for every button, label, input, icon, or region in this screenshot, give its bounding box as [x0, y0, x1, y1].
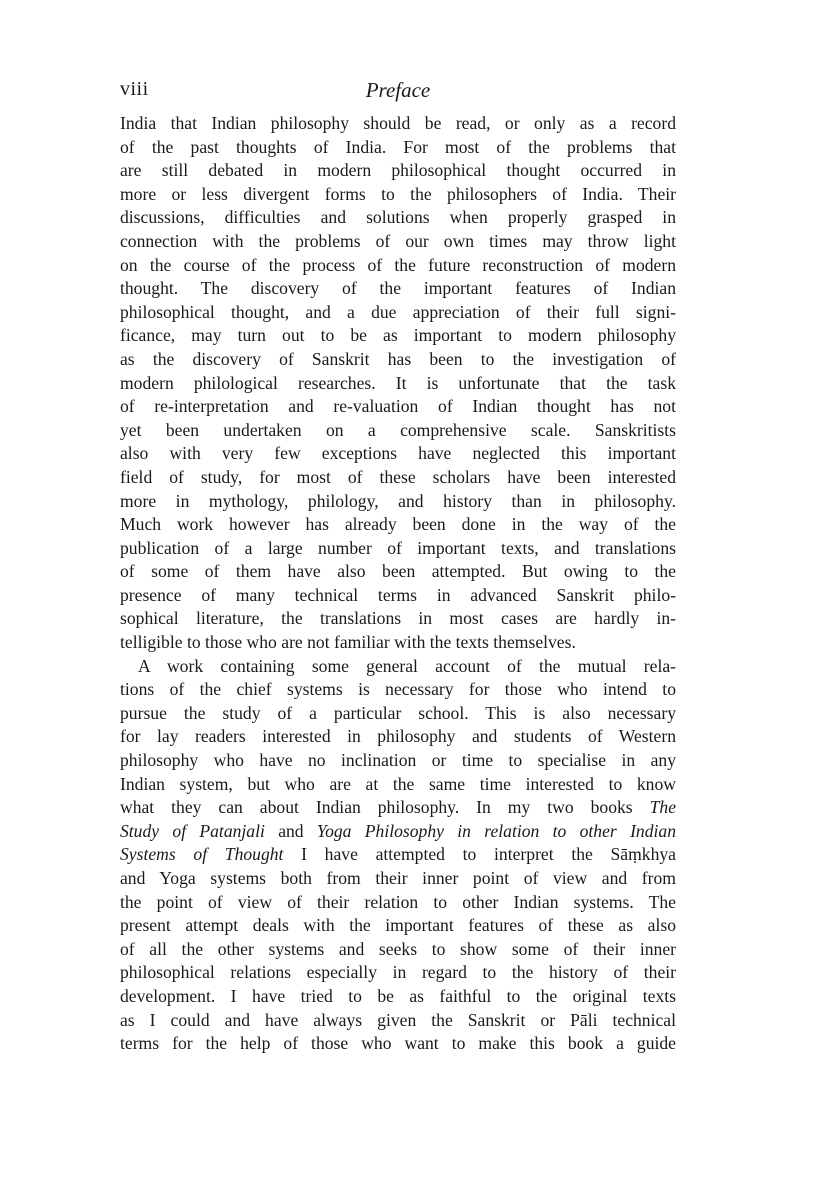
text-line-with-title [120, 796, 676, 820]
text-line: of some of them have also been attempted. But owing to the [120, 561, 676, 582]
text-line: presence of many technical terms in advanced Sanskrit philo- [120, 584, 676, 605]
book-title: Yoga Philosophy in relation to other Indian [316, 820, 677, 841]
page-number: viii [120, 78, 149, 100]
text-line: present attempt deals with the important features of these as also [120, 915, 676, 936]
text-line: publication of a large number of important texts, and translations [120, 537, 676, 558]
paragraph-1 [120, 112, 676, 655]
document-page [120, 78, 676, 1056]
text-line: tions of the chief systems is necessary for those who intend to [120, 679, 676, 700]
text-line: philosophical thought, and a due appreciation of their full signi- [120, 301, 676, 322]
text-line: discussions, difficulties and solutions when properly grasped in [120, 207, 676, 228]
text-line: philosophical relations especially in regard to the history of their [120, 962, 676, 983]
running-title: Preface [365, 78, 431, 102]
text-line: Much work however has already been done in the way of the [120, 514, 676, 535]
text-line: for lay readers interested in philosophy and students of Western [120, 726, 676, 747]
text-line: of all the other systems and seeks to show some of their inner [120, 938, 676, 959]
line-text: I have attempted to interpret the Sāṃkhya [283, 844, 676, 865]
running-head [120, 78, 676, 106]
paragraph-2 [120, 655, 676, 1056]
text-line: more in mythology, philology, and history than in philosophy. [120, 490, 676, 511]
text-line: the point of view of their relation to other Indian systems. The [120, 891, 676, 912]
text-line: field of study, for most of these scholars have been interested [120, 466, 676, 487]
text-line: India that Indian philosophy should be read, or only as a record [120, 113, 676, 133]
line-text: what they can about Indian philosophy. In my two books [120, 797, 650, 818]
text-line-with-title [120, 820, 676, 844]
text-line-with-title [120, 843, 676, 867]
book-title-fragment: The [649, 797, 676, 818]
text-line: thought. The discovery of the important features of Indian [120, 278, 676, 299]
text-line: of re-interpretation and re-valuation of Indian thought has not [120, 396, 676, 417]
text-line: and Yoga systems both from their inner point of view and from [120, 868, 676, 888]
text-line: more or less divergent forms to the philosophers of India. Their [120, 183, 676, 204]
text-line: Indian system, but who are at the same time interested to know [120, 773, 676, 794]
book-title-fragment: Systems of Thought [120, 844, 284, 865]
text-line: pursue the study of a particular school. This is also necessary [120, 702, 676, 723]
text-line: A work containing some general account of the mutual rela- [138, 655, 676, 676]
text-line: terms for the help of those who want to make this book a guide [120, 1033, 676, 1054]
text-line: are still debated in modern philosophical thought occurred in [120, 160, 676, 181]
text-line: modern philological researches. It is unfortunate that the task [120, 372, 676, 393]
text-line: philosophy who have no inclination or time to specialise in any [120, 750, 676, 771]
text-line: also with very few exceptions have neglected this important [120, 443, 676, 464]
text-line: development. I have tried to be as faithful to the original texts [120, 985, 676, 1006]
text-line: on the course of the process of the future reconstruction of modern [120, 254, 676, 275]
text-line: ficance, may turn out to be as important to modern philosophy [120, 325, 676, 346]
text-line: of the past thoughts of India. For most of the problems that [120, 136, 676, 157]
text-line: telligible to those who are not familiar with the texts themselves. [120, 632, 576, 653]
text-line: yet been undertaken on a comprehensive scale. Sanskritists [120, 419, 676, 440]
text-line: connection with the problems of our own times may throw light [120, 230, 676, 251]
text-line: as I could and have always given the Sanskrit or Pāli technical [120, 1009, 676, 1030]
text-line: sophical literature, the translations in most cases are hardly in- [120, 608, 676, 629]
line-text: and [264, 820, 317, 841]
text-line: as the discovery of Sanskrit has been to the investigation of [120, 348, 676, 369]
book-title: Study of Patanjali [120, 820, 265, 841]
